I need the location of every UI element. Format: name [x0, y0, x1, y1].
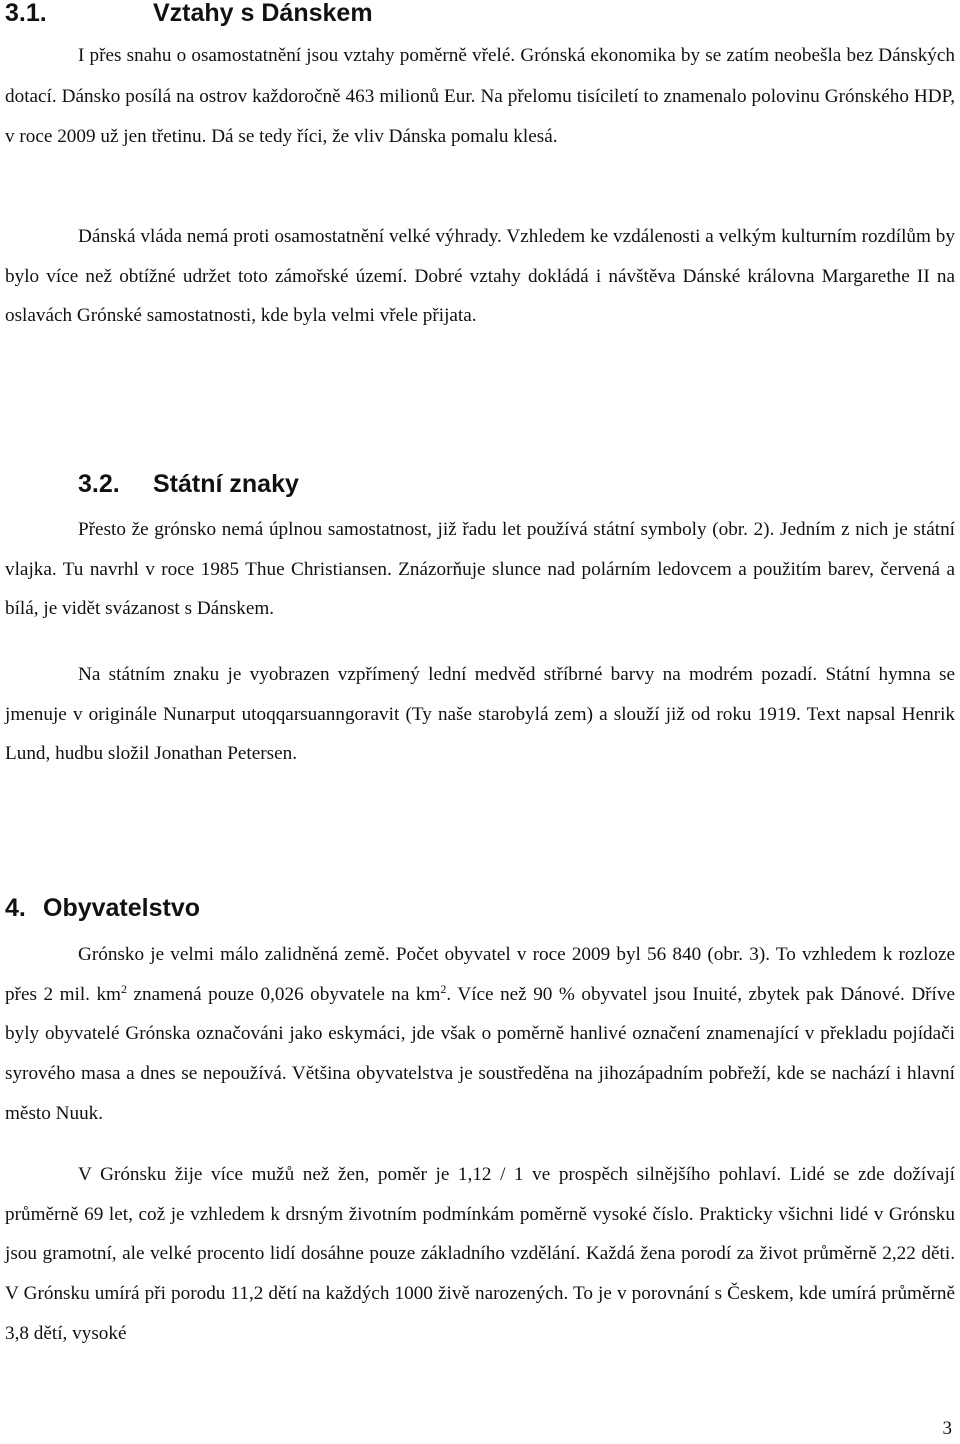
section-heading-3-1 [5, 0, 373, 28]
superscript: 2 [120, 981, 127, 996]
paragraph: Přesto že grónsko nemá úplnou samostatnost, již řadu let používá státní symboly (obr. 2). Jedním z nich je státní vlajka. Tu navrhl v roce 1985 Thue Christiansen. Znázorňuje slunce nad polárním ledovcem a použitím barev, červená a bílá, je vidět svázanost s Dánskem. [5, 519, 955, 619]
section-title: Obyvatelstvo [43, 894, 201, 922]
section-number: 4. [5, 894, 26, 922]
paragraph: V Grónsku žije více mužů než žen, poměr je 1,12 / 1 ve prospěch silnějšího pohlaví. Lidé se zde dožívají průměrně 69 let, což je vzhledem k drsným životním podmínkám poměrně vysoké číslo. Prakticky všichni lidé v Grónsku jsou gramotní, ale velké procento lidí dosáhne pouze základního vzdělání. Každá žena porodí za život průměrně 2,22 děti. V Grónsku umírá při porodu 11,2 dětí na každých 1000 živě narozených. To je v porovnání s Českem, kde umírá průměrně 3,8 dětí, vysoké [5, 1164, 955, 1344]
paragraph-text: Grónsko je velmi málo zalidněná země. Počet obyvatel v roce 2009 byl 56 840 (obr. 3). To vzhledem k rozloze přes 2 mil. km [5, 944, 955, 1005]
section-heading-3-2 [78, 469, 299, 499]
paragraph-text: . Více než 90 % obyvatel jsou Inuité, zbytek pak Dánové. Dříve byly obyvatelé Grónska označováni jako eskymáci, jde však o poměrně hanlivé označení znamenající v překladu pojídači syrového masa a dnes se nepoužívá. Většina obyvatelstva je soustředěna na jihozápadním pobřeží, kde se nachází i hlavní město Nuuk. [5, 983, 956, 1124]
superscript: 2 [440, 981, 447, 996]
paragraph-text: znamená pouze 0,026 obyvatele na km [126, 983, 441, 1005]
section-title: Vztahy s Dánskem [153, 0, 373, 27]
section-heading-4 [5, 893, 200, 923]
section-title: Státní znaky [153, 470, 299, 498]
paragraph: I přes snahu o osamostatnění jsou vztahy poměrně vřelé. Grónská ekonomika by se zatím neobešla bez Dánských dotací. Dánsko posílá na ostrov každoročně 463 milionů Eur. Na přelomu tisíciletí to znamenalo polovinu Grónského HDP, v roce 2009 už jen třetinu. Dá se tedy říci, že vliv Dánska pomalu klesá. [5, 45, 955, 147]
paragraph: Na státním znaku je vyobrazen vzpřímený lední medvěd stříbrné barvy na modrém pozadí. Státní hymna se jmenuje v originále Nunarput utoqqarsuanngoravit (Ty naše starobylá zem) a slouží již od roku 1919. Text napsal Henrik Lund, hudbu složil Jonathan Petersen. [5, 664, 955, 764]
paragraph: Dánská vláda nemá proti osamostatnění velké výhrady. Vzhledem ke vzdálenosti a velkým kulturním rozdílům by bylo více než obtížné udržet toto zámořské území. Dobré vztahy dokládá i návštěva Dánské královna Margarethe II na oslavách Grónské samostatnosti, kde byla velmi vřele přijata. [5, 226, 955, 326]
paragraph [5, 935, 955, 1134]
section-number: 3.2. [78, 470, 120, 498]
page-number: 3 [942, 1418, 952, 1439]
section-number: 3.1. [5, 0, 47, 27]
